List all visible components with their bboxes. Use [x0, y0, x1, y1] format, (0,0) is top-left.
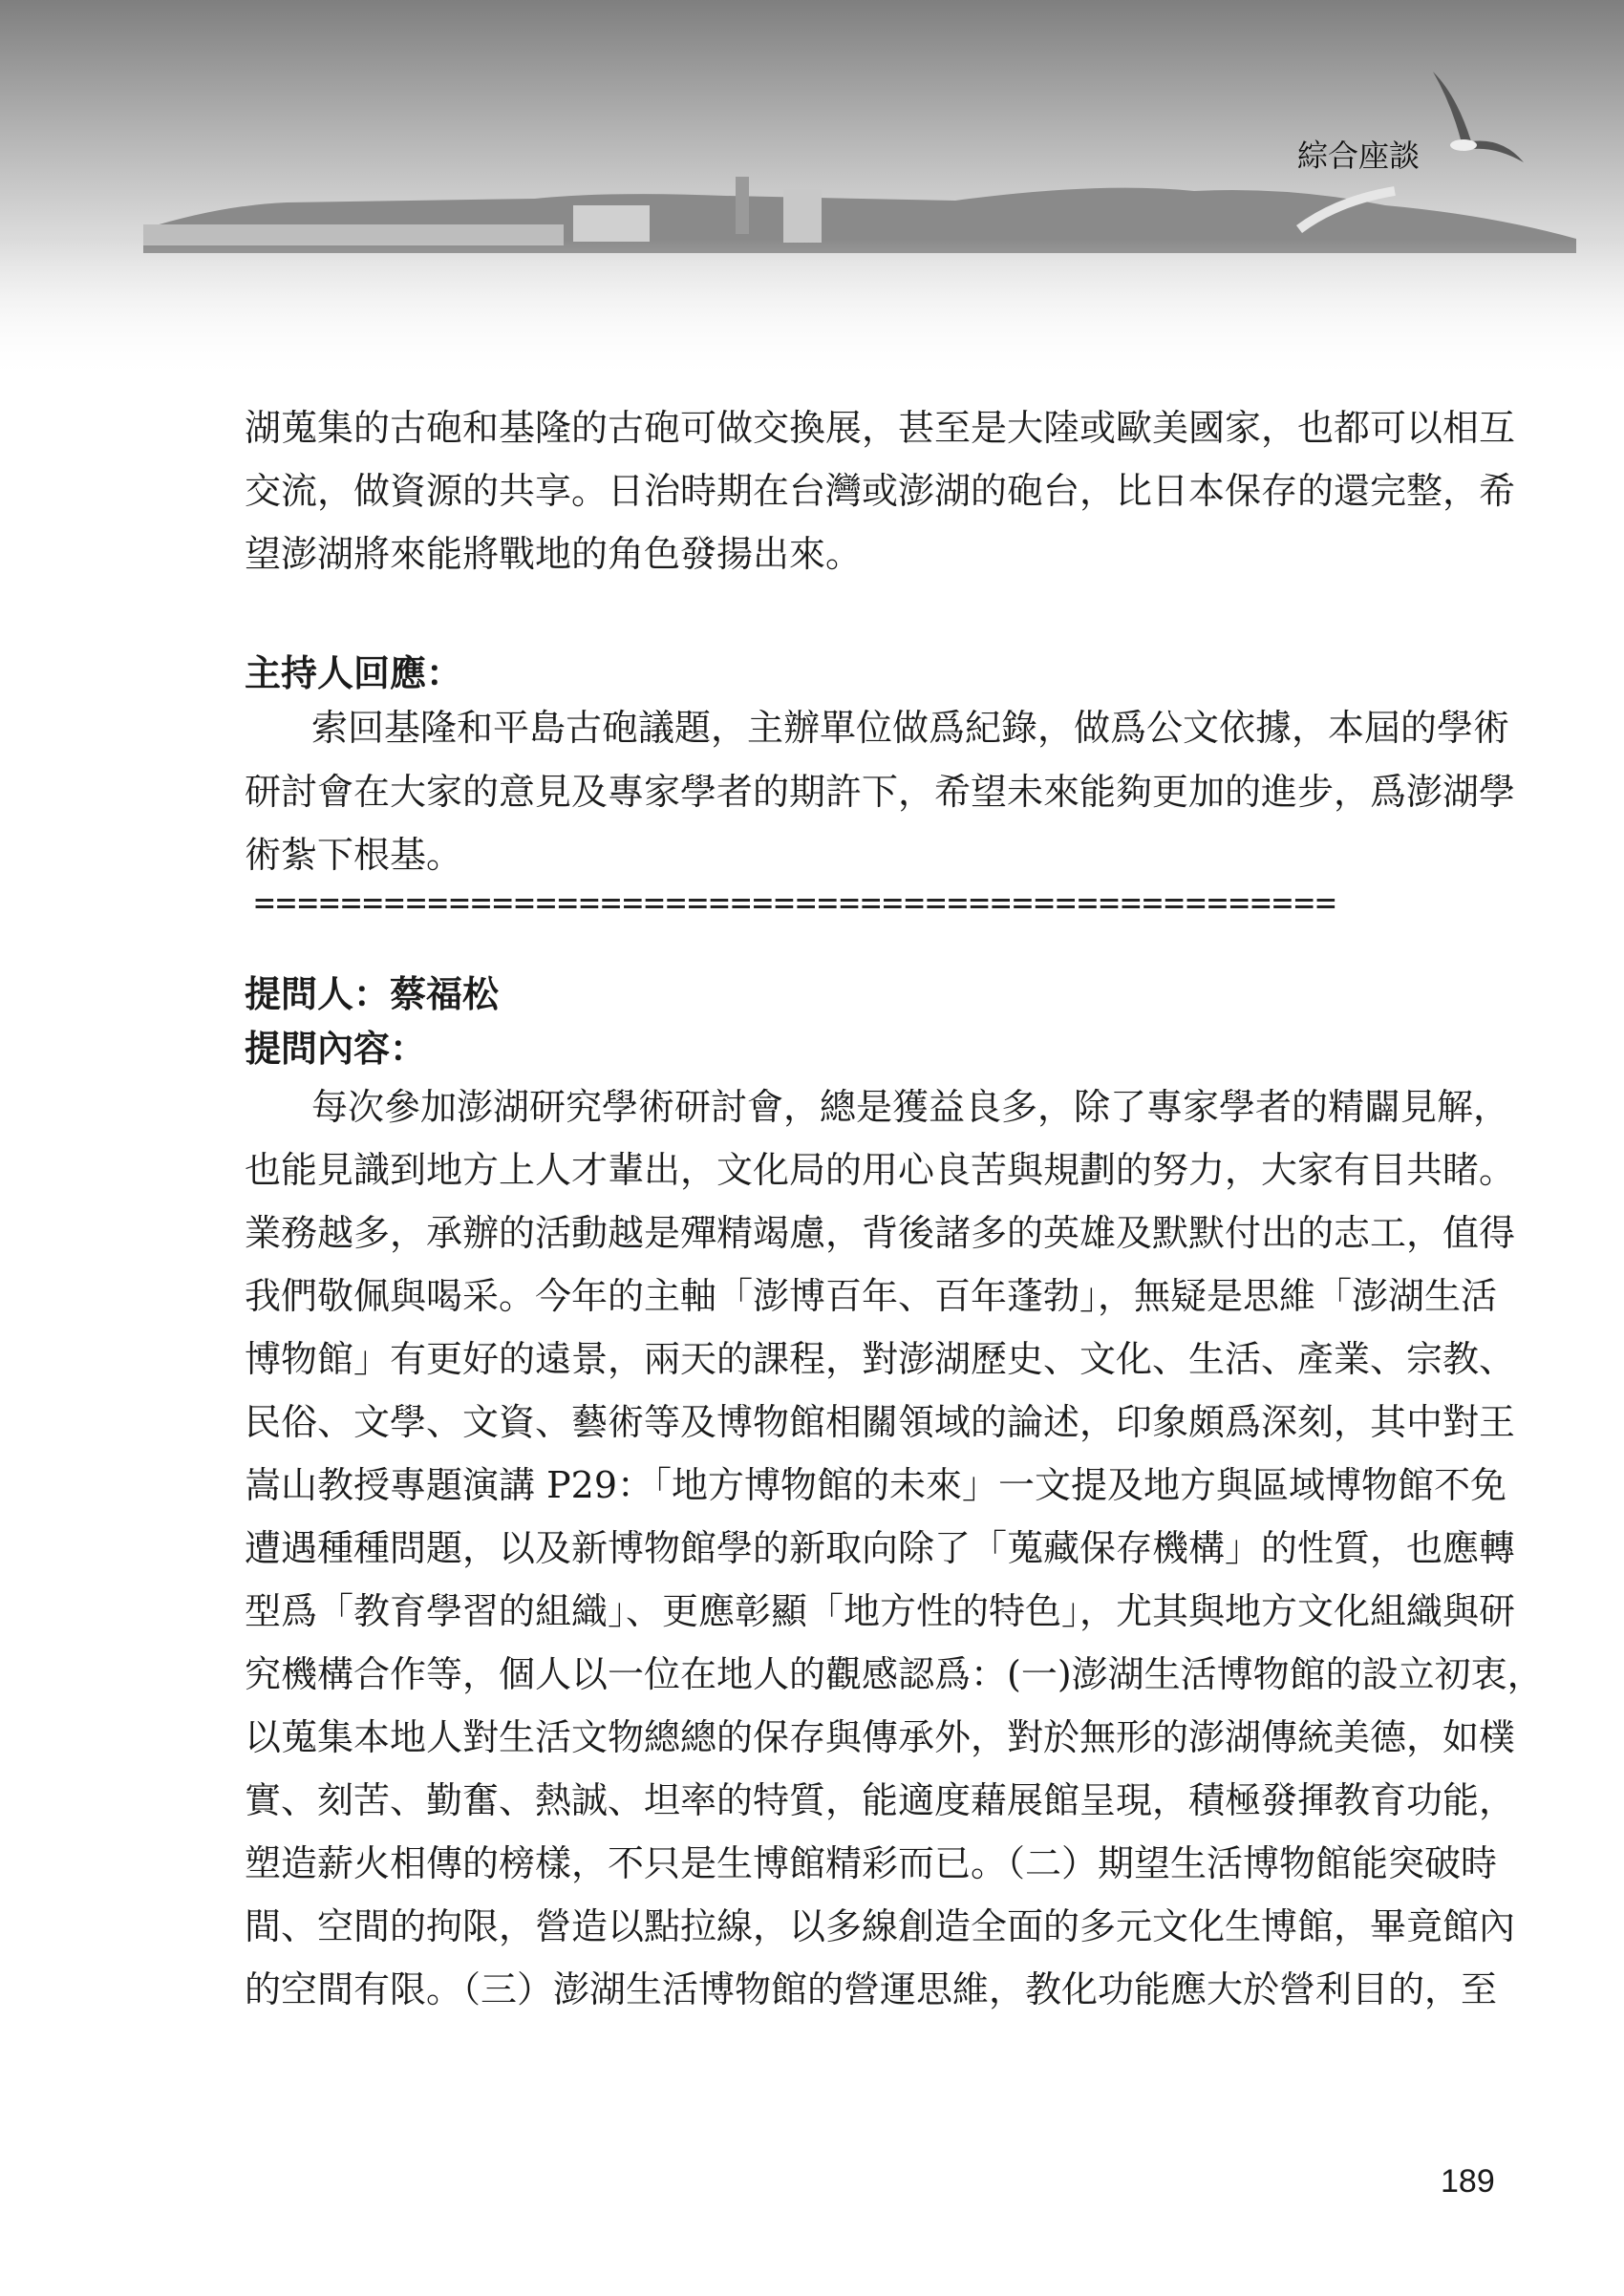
question-line: 以蒐集本地人對生活文物總總的保存與傳承外，對於無形的澎湖傳統美德，如樸	[245, 1716, 1516, 1758]
host-response-line: 索回基隆和平島古砲議題，主辦單位做爲紀錄，做爲公文依據，本屆的學術	[311, 707, 1510, 749]
page-number: 189	[1441, 2163, 1495, 2200]
question-line: 的空間有限。（三）澎湖生活博物館的營運思維，教化功能應大於營利目的，至	[245, 1968, 1498, 2010]
question-line: 嵩山教授專題演講 P29：「地方博物館的未來」一文提及地方與區域博物館不免	[245, 1464, 1507, 1506]
question-line: 博物館」有更好的遠景，兩天的課程，對澎湖歷史、文化、生活、產業、宗教、	[245, 1338, 1516, 1380]
intro-line: 湖蒐集的古砲和基隆的古砲可做交換展，甚至是大陸或歐美國家，也都可以相互	[245, 407, 1516, 449]
question-line: 型爲「教育學習的組織」、更應彰顯「地方性的特色」，尤其與地方文化組織與研	[245, 1590, 1516, 1632]
intro-line: 望澎湖將來能將戰地的角色發揚出來。	[245, 533, 863, 575]
question-line: 間、空間的拘限，營造以點拉線，以多線創造全面的多元文化生博館，畢竟館內	[245, 1905, 1516, 1947]
question-line: 究機構合作等，個人以一位在地人的觀感認爲：(一)澎湖生活博物館的設立初衷，	[245, 1653, 1544, 1695]
question-line: 也能見識到地方上人才輩出，文化局的用心良苦與規劃的努力，大家有目共睹。	[245, 1149, 1516, 1191]
question-line: 業務越多，承辦的活動越是殫精竭慮，背後諸多的英雄及默默付出的志工，值得	[245, 1212, 1516, 1254]
intro-line: 交流，做資源的共享。日治時期在台灣或澎湖的砲台，比日本保存的還完整，希	[245, 470, 1516, 512]
header-seascape-photo	[0, 0, 1624, 382]
host-response-heading: 主持人回應：	[245, 651, 463, 694]
question-line: 民俗、文學、文資、藝術等及博物館相關領域的論述，印象頗爲深刻，其中對王	[245, 1401, 1516, 1443]
question-line: 遭遇種種問題，以及新博物館學的新取向除了「蒐藏保存機構」的性質，也應轉	[245, 1527, 1516, 1569]
question-line: 塑造薪火相傳的榜樣，不只是生博館精彩而已。（二）期望生活博物館能突破時	[245, 1842, 1498, 1884]
host-response-line: 術紮下根基。	[245, 834, 463, 876]
host-response-line: 研討會在大家的意見及專家學者的期許下，希望未來能夠更加的進步，爲澎湖學	[245, 770, 1516, 813]
section-title: 綜合座談	[1297, 138, 1421, 174]
asker-name: 提問人：蔡福松	[245, 972, 500, 1015]
section-divider: ==================================================	[254, 883, 1337, 923]
question-line: 每次參加澎湖研究學術研討會，總是獲益良多，除了專家學者的精闢見解，	[311, 1086, 1510, 1128]
question-line: 實、刻苦、勤奮、熱誠、坦率的特質，能適度藉展館呈現，積極發揮教育功能，	[245, 1779, 1516, 1821]
question-content-heading: 提問內容：	[245, 1027, 427, 1070]
question-line: 我們敬佩與喝采。今年的主軸「澎博百年、百年蓬勃」，無疑是思維「澎湖生活	[245, 1275, 1498, 1317]
